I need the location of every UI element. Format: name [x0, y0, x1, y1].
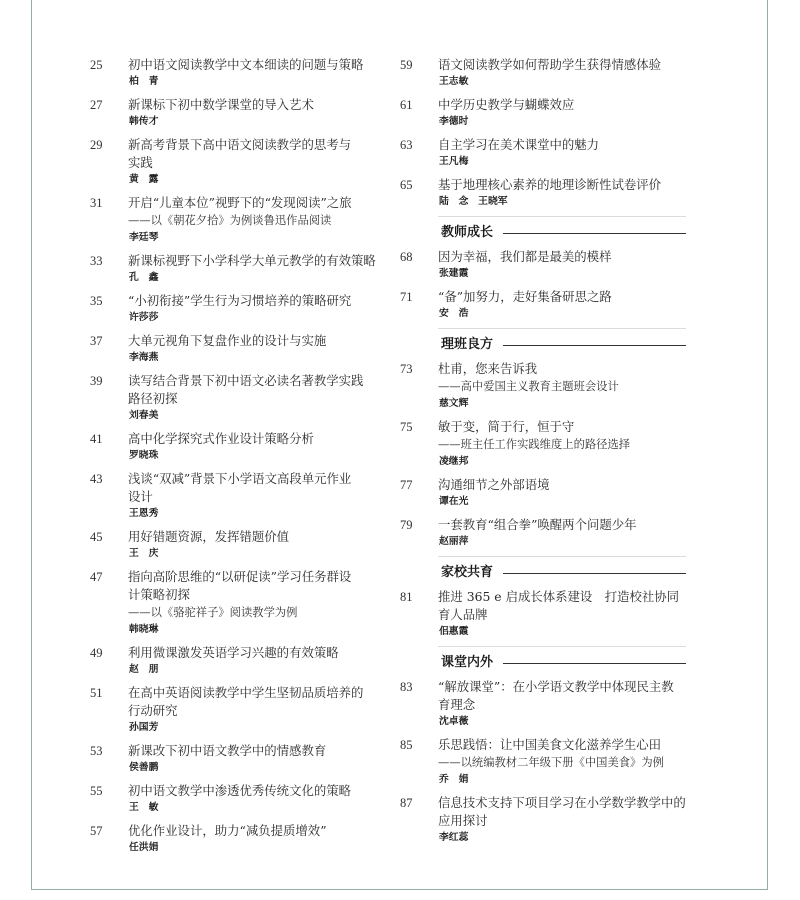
- article-title: 初中语文阅读教学中文本细读的问题与策略: [128, 57, 364, 72]
- entry-body: [438, 56, 700, 90]
- author: 王 庆: [129, 548, 159, 559]
- article-subtitle: ——班主任工作实践维度上的路径选择: [438, 438, 631, 451]
- section-rule: [503, 233, 686, 234]
- article-title-continued: 行动研究: [128, 703, 178, 718]
- author: 任洪娟: [129, 842, 159, 853]
- section-heading: [441, 335, 686, 355]
- toc-entry: [400, 678, 700, 730]
- toc-entry: [90, 684, 390, 736]
- toc-right-column: [400, 56, 700, 852]
- page-number: 31: [90, 196, 103, 210]
- entry-body: [128, 292, 390, 326]
- article-title: 基于地理核心素养的地理诊断性试卷评价: [438, 177, 662, 192]
- page-number: 27: [90, 98, 103, 112]
- entry-body: [438, 176, 700, 210]
- author: 赵 朋: [129, 664, 159, 675]
- article-title: 指向高阶思维的“以研促读”学习任务群设: [128, 569, 352, 584]
- toc-entry: [90, 252, 390, 286]
- page-number: 49: [90, 646, 103, 660]
- toc-entry: [90, 568, 390, 638]
- page-number: 61: [400, 98, 413, 112]
- toc-entry: [90, 56, 390, 90]
- section-rule: [503, 573, 686, 574]
- article-title: 信息技术支持下项目学习在小学数学教学中的: [438, 795, 686, 810]
- toc-entry: [400, 516, 700, 550]
- entry-body: [438, 736, 700, 788]
- author: 李红蕊: [439, 832, 469, 843]
- article-title: 沟通细节之外部语境: [438, 477, 550, 492]
- author: 佀惠霞: [439, 626, 469, 637]
- author: 王凡梅: [439, 156, 469, 167]
- toc-entry: [400, 56, 700, 90]
- toc-entry: [90, 644, 390, 678]
- author: 许莎莎: [129, 312, 159, 323]
- article-title: 读写结合背景下初中语文必读名著教学实践: [128, 373, 364, 388]
- author: 王 敏: [129, 802, 159, 813]
- article-title: 在高中英语阅读教学中学生坚韧品质培养的: [128, 685, 364, 700]
- article-title: 优化作业设计，助力“减负提质增效”: [128, 823, 327, 838]
- toc-entry: [90, 194, 390, 246]
- article-title: 开启“儿童本位”视野下的“发现阅读”之旅: [128, 195, 352, 210]
- article-subtitle: ——以《朝花夕拾》为例谈鲁迅作品阅读: [128, 214, 332, 227]
- entry-body: [128, 742, 390, 776]
- author: 安 浩: [439, 308, 469, 319]
- entry-body: [128, 782, 390, 816]
- entry-body: [438, 588, 700, 640]
- page-number: 79: [400, 518, 413, 532]
- toc-entry: [400, 136, 700, 170]
- page-number: 71: [400, 290, 413, 304]
- author: 乔 娟: [439, 774, 469, 785]
- article-title: 杜甫，您来告诉我: [438, 361, 538, 376]
- toc-entry: [400, 794, 700, 846]
- section-title: 课堂内外: [441, 655, 494, 670]
- article-title-continued: 育人品牌: [438, 607, 488, 622]
- section-divider: [438, 216, 686, 217]
- article-subtitle: ——以《骆驼祥子》阅读教学为例: [128, 606, 298, 619]
- author: 张建霞: [439, 268, 469, 279]
- article-title: 利用微课激发英语学习兴趣的有效策略: [128, 645, 339, 660]
- author: 罗晓珠: [129, 450, 159, 461]
- page-number: 41: [90, 432, 103, 446]
- page-number: 65: [400, 178, 413, 192]
- page-number: 53: [90, 744, 103, 758]
- author: 侯善鹏: [129, 762, 159, 773]
- toc-entry: [90, 332, 390, 366]
- page-number: 68: [400, 250, 413, 264]
- page-number: 75: [400, 420, 413, 434]
- page-number: 85: [400, 738, 413, 752]
- article-title-continued: 应用探讨: [438, 813, 488, 828]
- article-title: “解放课堂”：在小学语文教学中体现民主教: [438, 679, 674, 694]
- entry-body: [128, 684, 390, 736]
- section-rule: [503, 345, 686, 346]
- article-title: 高中化学探究式作业设计策略分析: [128, 431, 314, 446]
- article-title: 大单元视角下复盘作业的设计与实施: [128, 333, 327, 348]
- toc-entry: [90, 470, 390, 522]
- article-title: 一套教育“组合拳”唤醒两个问题少年: [438, 517, 637, 532]
- entry-body: [128, 822, 390, 856]
- article-title: 新课标视野下小学科学大单元教学的有效策略: [128, 253, 376, 268]
- entry-body: [438, 136, 700, 170]
- section-title: 家校共育: [441, 565, 494, 580]
- entry-body: [438, 248, 700, 282]
- entry-body: [128, 470, 390, 522]
- toc-entry: [90, 430, 390, 464]
- entry-body: [128, 96, 390, 130]
- page-number: 73: [400, 362, 413, 376]
- author: 孔 鑫: [129, 272, 159, 283]
- article-title: 乐思践悟：让中国美食文化滋养学生心田: [438, 737, 662, 752]
- toc-entry: [400, 288, 700, 322]
- page-number: 81: [400, 590, 413, 604]
- author: 谭在光: [439, 496, 469, 507]
- entry-body: [128, 644, 390, 678]
- entry-body: [438, 288, 700, 322]
- entry-body: [438, 516, 700, 550]
- section-rule: [503, 663, 686, 664]
- author: 赵丽萍: [439, 536, 469, 547]
- entry-body: [438, 418, 700, 470]
- section-heading: [441, 563, 686, 583]
- toc-entry: [90, 96, 390, 130]
- author: 李廷琴: [129, 232, 159, 243]
- article-title: 新高考背景下高中语文阅读教学的思考与: [128, 137, 352, 152]
- author: 王志敏: [439, 76, 469, 87]
- entry-body: [128, 528, 390, 562]
- entry-body: [128, 56, 390, 90]
- article-title-continued: 育理念: [438, 697, 476, 712]
- article-title: 中学历史教学与蝴蝶效应: [438, 97, 575, 112]
- article-title: 因为幸福，我们都是最美的模样: [438, 249, 612, 264]
- author: 柏 青: [129, 76, 159, 87]
- page-number: 55: [90, 784, 103, 798]
- page-number: 25: [90, 58, 103, 72]
- author: 韩传才: [129, 116, 159, 127]
- section-divider: [438, 328, 686, 329]
- entry-body: [438, 360, 700, 412]
- article-title-continued: 设计: [128, 489, 153, 504]
- entry-body: [128, 568, 390, 638]
- article-title-continued: 路径初探: [128, 391, 178, 406]
- page-number: 57: [90, 824, 103, 838]
- toc-entry: [400, 248, 700, 282]
- page-number: 35: [90, 294, 103, 308]
- entry-body: [128, 136, 390, 188]
- article-title: 浅谈“双减”背景下小学语文高段单元作业: [128, 471, 352, 486]
- section-heading: [441, 223, 686, 243]
- page-number: 47: [90, 570, 103, 584]
- toc-entry: [90, 782, 390, 816]
- entry-body: [438, 96, 700, 130]
- page-number: 87: [400, 796, 413, 810]
- article-title: 新课改下初中语文教学中的情感教育: [128, 743, 327, 758]
- article-subtitle: ——以统编教材二年级下册《中国美食》为例: [438, 756, 664, 769]
- article-title: “备”加努力，走好集备研思之路: [438, 289, 612, 304]
- toc-entry: [90, 742, 390, 776]
- author: 沈卓薇: [439, 716, 469, 727]
- page-number: 29: [90, 138, 103, 152]
- section-title: 理班良方: [441, 337, 494, 352]
- page-number: 83: [400, 680, 413, 694]
- author: 韩晓琳: [129, 624, 159, 635]
- article-title: “小初衔接”学生行为习惯培养的策略研究: [128, 293, 352, 308]
- entry-body: [128, 332, 390, 366]
- section-heading: [441, 653, 686, 673]
- author: 刘春美: [129, 410, 159, 421]
- toc-entry: [400, 96, 700, 130]
- page-number: 77: [400, 478, 413, 492]
- page-number: 51: [90, 686, 103, 700]
- section-title: 教师成长: [441, 225, 494, 240]
- article-title: 语文阅读教学如何帮助学生获得情感体验: [438, 57, 662, 72]
- page-number: 39: [90, 374, 103, 388]
- toc-entry: [400, 476, 700, 510]
- section-divider: [438, 646, 686, 647]
- entry-body: [128, 252, 390, 286]
- page-number: 45: [90, 530, 103, 544]
- entry-body: [128, 430, 390, 464]
- article-title: 新课标下初中数学课堂的导入艺术: [128, 97, 314, 112]
- toc-entry: [90, 136, 390, 188]
- entry-body: [438, 794, 700, 846]
- toc-entry: [90, 822, 390, 856]
- toc-entry: [90, 292, 390, 326]
- author: 孙国芳: [129, 722, 159, 733]
- toc-entry: [400, 360, 700, 412]
- author: 王恩秀: [129, 508, 159, 519]
- page-number: 37: [90, 334, 103, 348]
- page-number: 33: [90, 254, 103, 268]
- page-number: 59: [400, 58, 413, 72]
- toc-entry: [400, 588, 700, 640]
- author: 李海燕: [129, 352, 159, 363]
- entry-body: [438, 476, 700, 510]
- entry-body: [128, 194, 390, 246]
- article-title: 用好错题资源，发挥错题价值: [128, 529, 290, 544]
- article-title-continued: 实践: [128, 155, 153, 170]
- toc-entry: [400, 176, 700, 210]
- entry-body: [438, 678, 700, 730]
- article-title: 敏于变，简于行，恒于守: [438, 419, 575, 434]
- toc-entry: [400, 736, 700, 788]
- toc-entry: [90, 372, 390, 424]
- author: 陆 念 王晓军: [439, 196, 508, 207]
- article-subtitle: ——高中爱国主义教育主题班会设计: [438, 380, 619, 393]
- article-title: 自主学习在美术课堂中的魅力: [438, 137, 600, 152]
- author: 慈文辉: [439, 398, 469, 409]
- toc-entry: [90, 528, 390, 562]
- article-title: 初中语文教学中渗透优秀传统文化的策略: [128, 783, 352, 798]
- article-title: 推进 365 e 启成长体系建设 打造校社协同: [438, 589, 680, 604]
- author: 黄 露: [129, 174, 159, 185]
- toc-entry: [400, 418, 700, 470]
- author: 李德时: [439, 116, 469, 127]
- toc-left-column: [90, 56, 390, 862]
- article-title-continued: 计策略初探: [128, 587, 190, 602]
- page-number: 43: [90, 472, 103, 486]
- section-divider: [438, 556, 686, 557]
- author: 凌继邦: [439, 456, 469, 467]
- page-number: 63: [400, 138, 413, 152]
- entry-body: [128, 372, 390, 424]
